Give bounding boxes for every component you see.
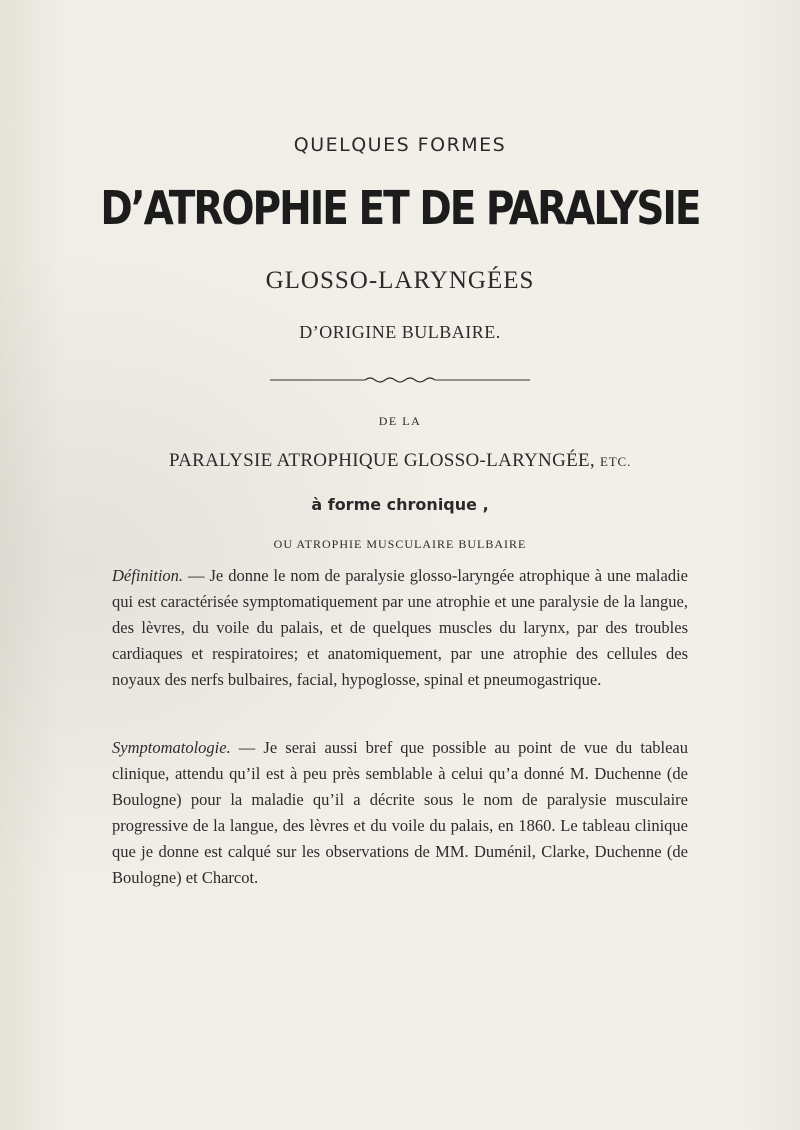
section-subtitle: OU ATROPHIE MUSCULAIRE BULBAIRE: [273, 537, 527, 551]
title-line-4: D’ORIGINE BULBAIRE.: [299, 322, 501, 342]
paragraph-symptomatologie: [112, 735, 688, 891]
paragraph-definition: [112, 563, 688, 693]
title-line-1: QUELQUES FORMES: [293, 134, 507, 156]
paragraph-lead: Symptomatologie.: [112, 738, 231, 757]
paragraph-text: — Je serai aussi bref que possible au point de vue du tableau clinique, attendu qu’il est à peu près semblable à celui qu’a donné M. Duchenne (de Boulogne) pour la maladie qu’il a décrite sous le nom de paralysie musculaire progressive de la langue, des lèvres et du voile du palais, en 1860. Le tableau clinique que je donne est calqué sur les observations de MM. Duménil, Clarke, Duchenne (de Boulogne) et Charcot.: [112, 738, 688, 887]
paragraph-text: — Je donne le nom de paralysie glosso-laryngée atrophique à une maladie qui est caractérisée symptomatiquement par une atrophie et une paralysie de la langue, des lèvres, du voile du palais, et de quelques muscles du larynx, par des troubles cardiaques et respiratoires; et anatomiquement, par une atrophie des cellules des noyaux des nerfs bulbaires, facial, hypoglosse, spinal et pneumogastrique.: [112, 566, 688, 689]
paragraph-lead: Définition.: [112, 566, 184, 585]
title-line-2: D’ATROPHIE ET DE PARALYSIE: [100, 182, 700, 237]
section-heading-etc: ETC.: [600, 454, 632, 469]
ornament-divider: [270, 376, 530, 384]
title-line-3: GLOSSO-LARYNGÉES: [265, 267, 535, 294]
section-heading: [0, 450, 800, 472]
section-forme: à forme chronique ,: [311, 495, 489, 514]
section-de-la: DE LA: [378, 414, 422, 428]
section-heading-main: PARALYSIE ATROPHIQUE GLOSSO-LARYNGÉE,: [168, 450, 595, 471]
